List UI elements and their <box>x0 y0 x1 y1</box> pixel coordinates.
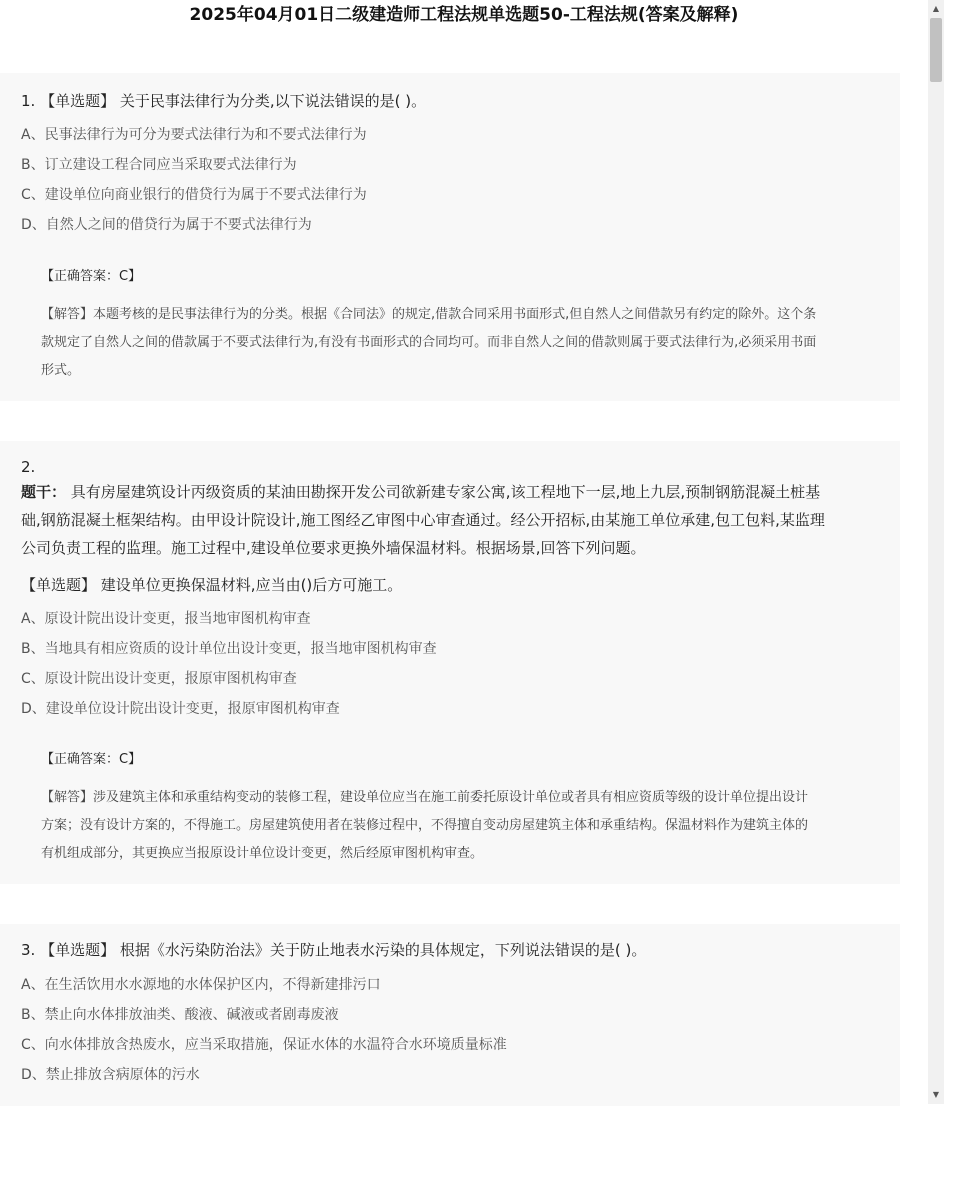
question-text: 建设单位更换保温材料,应当由()后方可施工。 <box>100 576 403 594</box>
option-d[interactable]: D、建设单位设计院出设计变更，报原审图机构审查 <box>21 701 340 717</box>
explanation-line: 有机组成部分，其更换应当报原设计单位设计变更，然后经原审图机构审查。 <box>41 846 484 861</box>
page-title: 2025年04月01日二级建造师工程法规单选题50-工程法规(答案及解释) <box>189 5 739 25</box>
question-card-2 <box>0 441 900 884</box>
options-list <box>21 604 878 724</box>
question-number: 1. <box>21 92 36 110</box>
option-b[interactable]: B、禁止向水体排放油类、酸液、碱液或者剧毒废液 <box>21 1007 339 1023</box>
option-a[interactable]: A、原设计院出设计变更，报当地审图机构审查 <box>21 611 311 627</box>
options-list <box>21 120 878 240</box>
explanation <box>21 301 878 385</box>
question-type-tag: 【单选题】 <box>40 92 116 110</box>
explanation-line: 【解答】涉及建筑主体和承重结构变动的装修工程，建设单位应当在施工前委托原设计单位或者具有相应资质等级的设计单位提出设计 <box>41 790 809 805</box>
stem-line: 题干： 具有房屋建筑设计丙级资质的某油田勘探开发公司欲新建专家公寓,该工程地下一层,地上九层,预制钢筋混凝土桩基 <box>21 483 821 501</box>
question-text: 关于民事法律行为分类,以下说法错误的是( )。 <box>119 92 427 110</box>
option-d[interactable]: D、禁止排放含病原体的污水 <box>21 1067 200 1083</box>
explanation-line: 【解答】本题考核的是民事法律行为的分类。根据《合同法》的规定,借款合同采用书面形式,但自然人之间借款另有约定的除外。这个条 <box>41 307 817 322</box>
stem-line: 公司负责工程的监理。施工过程中,建设单位要求更换外墙保温材料。根据场景,回答下列问题。 <box>21 539 646 557</box>
question-stem <box>21 478 878 562</box>
question-number: 2. <box>21 458 36 476</box>
question-card-1 <box>0 73 900 401</box>
option-b[interactable]: B、订立建设工程合同应当采取要式法律行为 <box>21 157 297 173</box>
option-a[interactable]: A、在生活饮用水水源地的水体保护区内，不得新建排污口 <box>21 977 381 993</box>
question-title <box>21 939 878 961</box>
question-card-3 <box>0 924 900 1106</box>
option-c[interactable]: C、原设计院出设计变更，报原审图机构审查 <box>21 671 297 687</box>
explanation <box>21 784 878 868</box>
vertical-scrollbar[interactable] <box>928 0 944 1104</box>
stem-line: 础,钢筋混凝土框架结构。由甲设计院设计,施工图经乙审图中心审查通过。经公开招标,由某施工单位承建,包工包料,某监理 <box>21 511 825 529</box>
question-title <box>21 90 878 112</box>
options-list <box>21 970 878 1090</box>
correct-answer: 【正确答案：C】 <box>41 752 142 767</box>
scrollbar-thumb[interactable] <box>930 18 942 82</box>
correct-answer: 【正确答案：C】 <box>41 269 142 284</box>
question-text: 根据《水污染防治法》关于防止地表水污染的具体规定，下列说法错误的是( )。 <box>119 941 647 959</box>
explanation-line: 方案；没有设计方案的，不得施工。房屋建筑使用者在装修过程中，不得擅自变动房屋建筑主体和承重结构。保温材料作为建筑主体的 <box>41 818 809 833</box>
option-d[interactable]: D、自然人之间的借贷行为属于不要式法律行为 <box>21 217 312 233</box>
question-title <box>21 574 878 596</box>
option-c[interactable]: C、建设单位向商业银行的借贷行为属于不要式法律行为 <box>21 187 367 203</box>
scroll-down-icon[interactable]: ▼ <box>932 1090 940 1099</box>
option-c[interactable]: C、向水体排放含热废水，应当采取措施，保证水体的水温符合水环境质量标准 <box>21 1037 507 1053</box>
question-number: 3. <box>21 941 36 959</box>
question-type-tag: 【单选题】 <box>21 576 97 594</box>
explanation-line: 款规定了自然人之间的借款属于不要式法律行为,有没有书面形式的合同均可。而非自然人之间的借款则属于要式法律行为,必须采用书面 <box>41 335 817 350</box>
explanation-line: 形式。 <box>41 363 81 378</box>
question-type-tag: 【单选题】 <box>40 941 116 959</box>
scroll-up-icon[interactable]: ▲ <box>932 4 940 13</box>
stem-label: 题干： <box>21 483 67 501</box>
option-b[interactable]: B、当地具有相应资质的设计单位出设计变更，报当地审图机构审查 <box>21 641 437 657</box>
option-a[interactable]: A、民事法律行为可分为要式法律行为和不要式法律行为 <box>21 127 367 143</box>
